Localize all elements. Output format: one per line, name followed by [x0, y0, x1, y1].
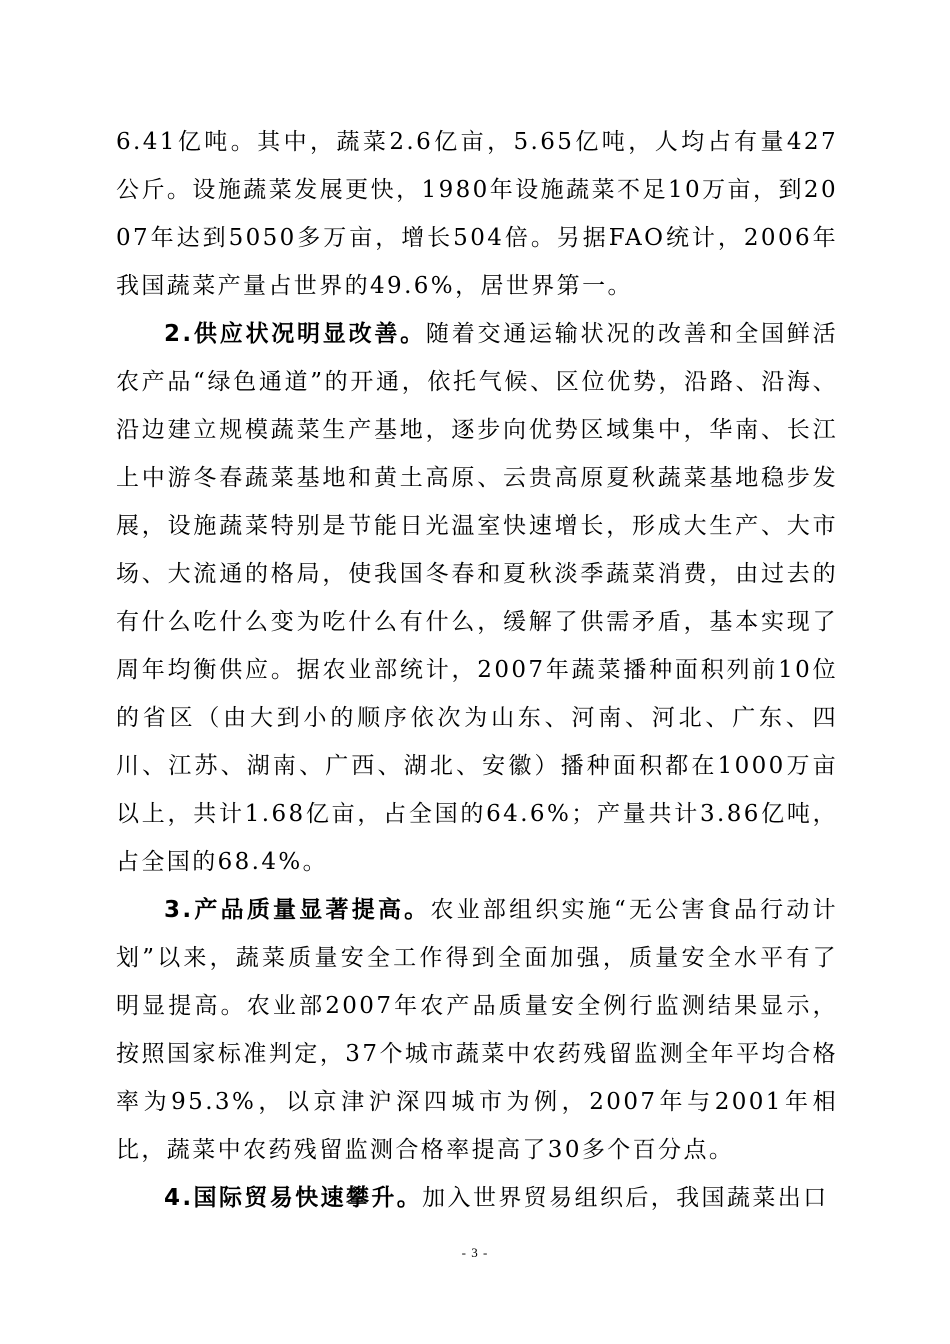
paragraph-1 — [116, 118, 838, 310]
paragraph-4 — [116, 1174, 838, 1222]
document-body — [116, 118, 838, 1222]
paragraph-2 — [116, 310, 838, 886]
paragraph-3-heading: 3.产品质量显著提高。 — [164, 897, 431, 923]
page-number: - 3 - — [461, 1245, 489, 1260]
paragraph-4-text: 加入世界贸易组织后，我国蔬菜出口 — [422, 1185, 829, 1211]
paragraph-3-text: 农业部组织实施“无公害食品行动计划”以来，蔬菜质量安全工作得到全面加强，质量安全水平有了明显提高。农业部2007年农产品质量安全例行监测结果显示，按照国家标准判定，37个城市蔬菜中农药残留监测全年平均合格率为95.3%，以京津沪深四城市为例，2007年与2001年相比，蔬菜中农药残留监测合格率提高了30多个百分点。 — [116, 897, 838, 1163]
paragraph-1-text: 6.41亿吨。其中，蔬菜2.6亿亩，5.65亿吨，人均占有量427公斤。设施蔬菜发展更快，1980年设施蔬菜不足10万亩，到2007年达到5050多万亩，增长504倍。另据FAO统计，2006年我国蔬菜产量占世界的49.6%，居世界第一。 — [116, 129, 838, 299]
paragraph-2-heading: 2.供应状况明显改善。 — [164, 321, 426, 347]
paragraph-2-text: 随着交通运输状况的改善和全国鲜活农产品“绿色通道”的开通，依托气候、区位优势，沿路、沿海、沿边建立规模蔬菜生产基地，逐步向优势区域集中，华南、长江上中游冬春蔬菜基地和黄土高原、云贵高原夏秋蔬菜基地稳步发展，设施蔬菜特别是节能日光温室快速增长，形成大生产、大市场、大流通的格局，使我国冬春和夏秋淡季蔬菜消费，由过去的有什么吃什么变为吃什么有什么，缓解了供需矛盾，基本实现了周年均衡供应。据农业部统计，2007年蔬菜播种面积列前10位的省区（由大到小的顺序依次为山东、河南、河北、广东、四川、江苏、湖南、广西、湖北、安徽）播种面积都在1000万亩以上，共计1.68亿亩，占全国的64.6%；产量共计3.86亿吨，占全国的68.4%。 — [116, 321, 838, 875]
paragraph-3 — [116, 886, 838, 1174]
paragraph-4-heading: 4.国际贸易快速攀升。 — [164, 1185, 423, 1211]
